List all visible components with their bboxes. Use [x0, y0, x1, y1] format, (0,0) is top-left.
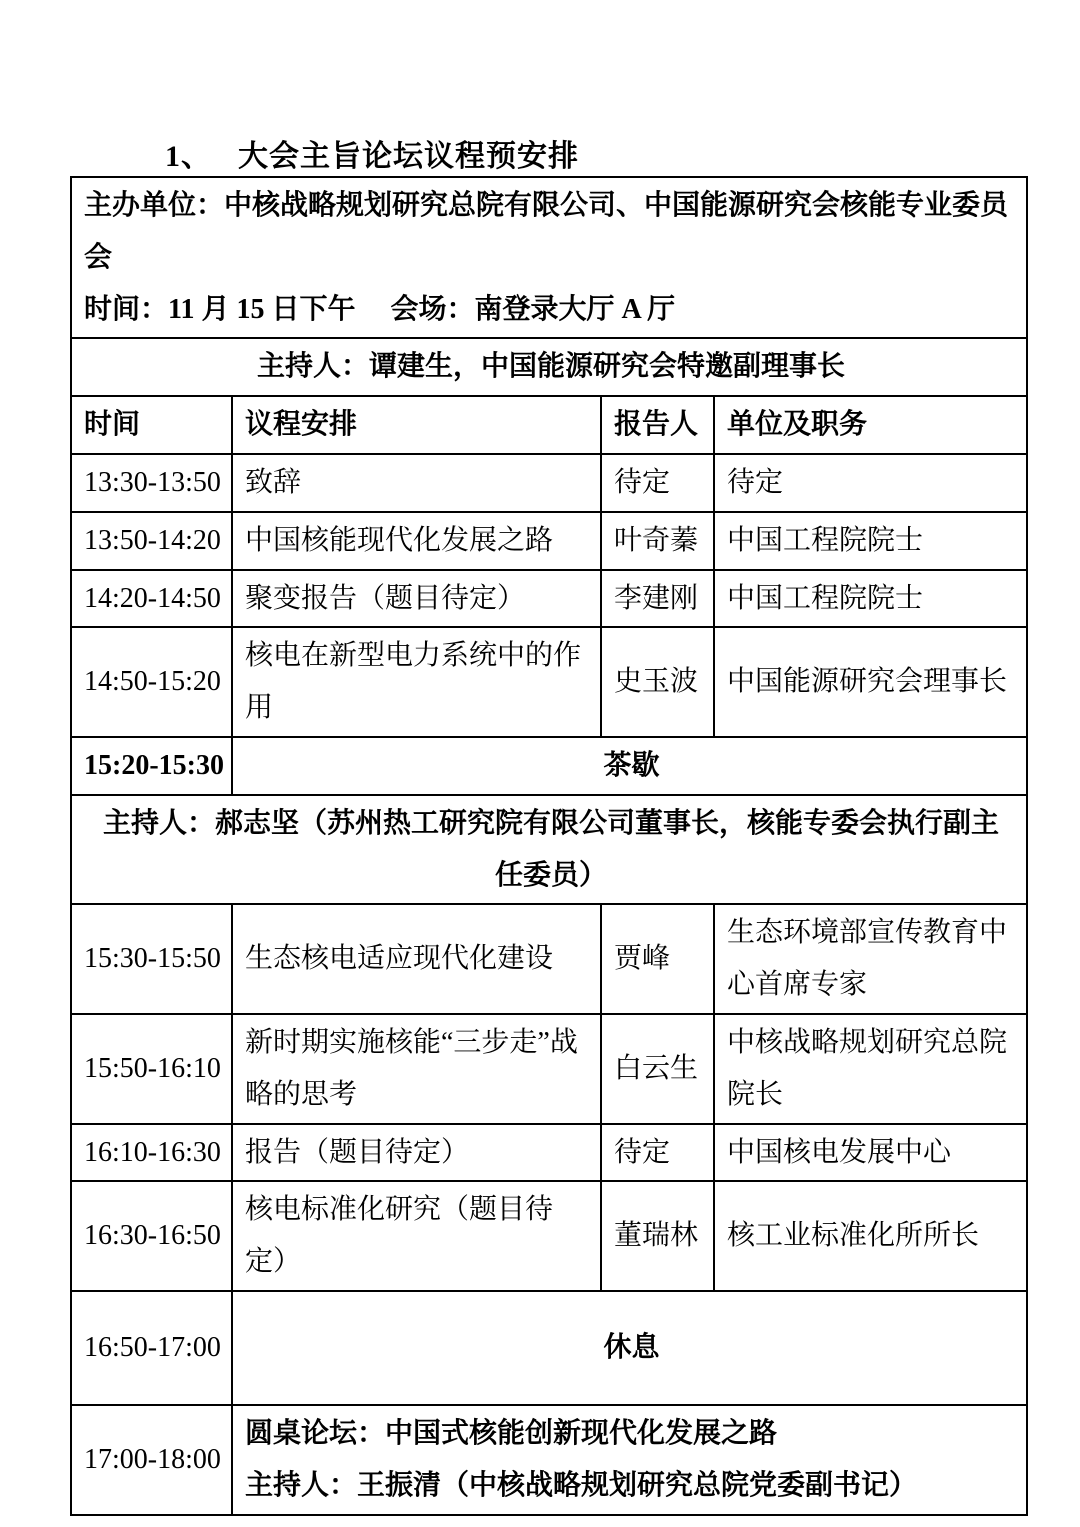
time-venue-text: 时间：11 月 15 日下午 会场：南登录大厅 A 厅: [84, 293, 676, 325]
topic-cell: 报告（题目待定）: [232, 1124, 601, 1182]
moderator1-cell: 主持人：谭建生，中国能源研究会特邀副理事长: [71, 338, 1027, 396]
time-cell: 13:50-14:20: [71, 512, 232, 570]
speaker-cell: 贾峰: [601, 904, 714, 1014]
time-cell: 17:00-18:00: [71, 1405, 232, 1515]
topic-cell: 聚变报告（题目待定）: [232, 570, 601, 628]
speaker-cell: 史玉波: [601, 627, 714, 737]
speaker-cell: 待定: [601, 454, 714, 512]
agenda-row: [71, 454, 1027, 512]
speaker-cell: 待定: [601, 1124, 714, 1182]
time-cell: 14:50-15:20: [71, 627, 232, 737]
roundtable-row: [71, 1405, 1027, 1515]
org-cell: 中核战略规划研究总院院长: [714, 1014, 1027, 1124]
col-header-speaker: 报告人: [601, 396, 714, 454]
time-cell: 14:20-14:50: [71, 570, 232, 628]
agenda-row: [71, 512, 1027, 570]
topic-cell: 中国核能现代化发展之路: [232, 512, 601, 570]
agenda-row: [71, 1014, 1027, 1124]
agenda-row: [71, 1124, 1027, 1182]
rest-label: 休息: [232, 1291, 1027, 1405]
tea-break-label: 茶歇: [232, 737, 1027, 795]
header-row: [71, 396, 1027, 454]
org-cell: 生态环境部宣传教育中心首席专家: [714, 904, 1027, 1014]
topic-cell: 核电标准化研究（题目待定）: [232, 1181, 601, 1291]
org-cell: 核工业标准化所所长: [714, 1181, 1027, 1291]
speaker-cell: 李建刚: [601, 570, 714, 628]
time-cell: 15:20-15:30: [71, 737, 232, 795]
roundtable-line1: 圆桌论坛：中国式核能创新现代化发展之路: [245, 1417, 778, 1449]
rest-row: [71, 1291, 1027, 1405]
page-title: [165, 131, 579, 175]
org-cell: 待定: [714, 454, 1027, 512]
agenda-row: [71, 904, 1027, 1014]
org-cell: 中国工程院院士: [714, 570, 1027, 628]
moderator1-row: [71, 338, 1027, 396]
time-cell: 16:50-17:00: [71, 1291, 232, 1405]
time-cell: 15:50-16:10: [71, 1014, 232, 1124]
col-header-time: 时间: [71, 396, 232, 454]
info-row: [71, 177, 1027, 338]
moderator2-row: [71, 795, 1027, 905]
org-cell: 中国核电发展中心: [714, 1124, 1027, 1182]
agenda-row: [71, 1181, 1027, 1291]
host-org-text: 主办单位：中核战略规划研究总院有限公司、中国能源研究会核能专业委员会: [84, 190, 1009, 273]
speaker-cell: 白云生: [601, 1014, 714, 1124]
title-text: 大会主旨论坛议程预安排: [238, 140, 579, 173]
topic-cell: 致辞: [232, 454, 601, 512]
speaker-cell: 董瑞林: [601, 1181, 714, 1291]
info-cell: [71, 177, 1027, 338]
time-cell: 16:30-16:50: [71, 1181, 232, 1291]
agenda-row: [71, 570, 1027, 628]
moderator2-cell: [71, 795, 1027, 905]
roundtable-line2: 主持人：王振清（中核战略规划研究总院党委副书记）: [245, 1469, 918, 1501]
time-cell: 13:30-13:50: [71, 454, 232, 512]
topic-cell: 生态核电适应现代化建设: [232, 904, 601, 1014]
topic-cell: 核电在新型电力系统中的作用: [232, 627, 601, 737]
time-cell: 15:30-15:50: [71, 904, 232, 1014]
topic-cell: 新时期实施核能“三步走”战略的思考: [232, 1014, 601, 1124]
time-cell: 16:10-16:30: [71, 1124, 232, 1182]
roundtable-cell: [232, 1405, 1027, 1515]
moderator2-line2: 任委员）: [495, 859, 608, 891]
agenda-row: [71, 627, 1027, 737]
moderator2-line1: 主持人：郝志坚（苏州热工研究院有限公司董事长，核能专委会执行副主: [103, 807, 1000, 839]
title-number: 1、: [165, 140, 212, 173]
agenda-table: [70, 176, 1028, 1516]
col-header-topic: 议程安排: [232, 396, 601, 454]
tea-break-row: [71, 737, 1027, 795]
org-cell: 中国能源研究会理事长: [714, 627, 1027, 737]
col-header-org: 单位及职务: [714, 396, 1027, 454]
org-cell: 中国工程院院士: [714, 512, 1027, 570]
speaker-cell: 叶奇蓁: [601, 512, 714, 570]
